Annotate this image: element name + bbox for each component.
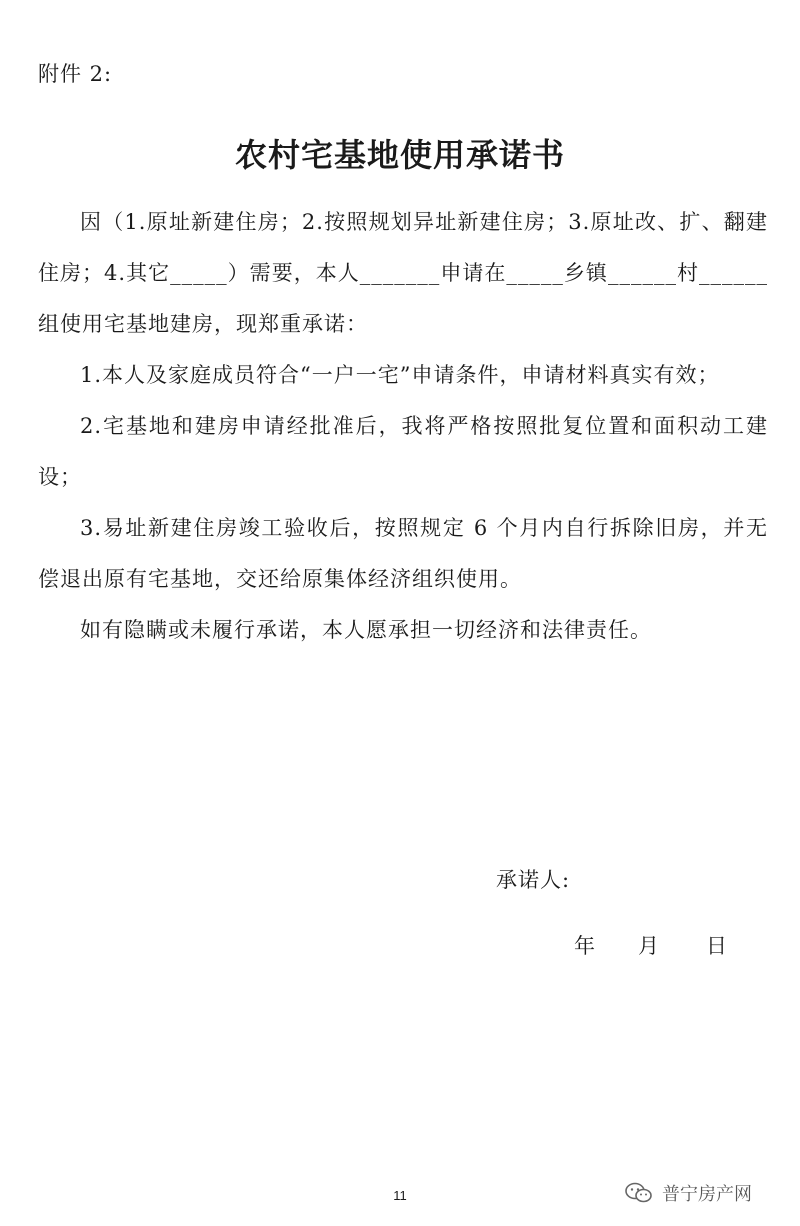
attachment-label: 附件 2:: [38, 62, 113, 86]
signer-label: 承诺人:: [496, 868, 571, 892]
date-month: 月: [638, 934, 659, 958]
paragraph-liability: 如有隐瞒或未履行承诺，本人愿承担一切经济和法律责任。: [80, 618, 652, 642]
watermark: [624, 1180, 752, 1206]
date-day: 日: [706, 934, 727, 958]
document-title: 农村宅基地使用承诺书: [234, 136, 565, 174]
document-body: [38, 197, 768, 656]
paragraph-commitment-1: 1.本人及家庭成员符合“一户一宅”申请条件，申请材料真实有效；: [80, 363, 720, 387]
page-number: 11: [393, 1188, 407, 1203]
paragraph-commitment-3: 3.易址新建住房竣工验收后，按照规定 6 个月内自行拆除旧房，并无偿退出原有宅基地，交还给原集体经济组织使用。: [38, 516, 768, 591]
watermark-text: 普宁房产网: [662, 1184, 752, 1205]
paragraph-commitment-2: 2.宅基地和建房申请经批准后，我将严格按照批复位置和面积动工建设；: [38, 414, 768, 489]
wechat-icon: [624, 1181, 654, 1205]
paragraph-intro: 因（1.原址新建住房；2.按照规划异址新建住房；3.原址改、扩、翻建住房；4.其它_____）需要，本人_______申请在_____乡镇______村______组使用宅基地建房，现郑重承诺：: [38, 210, 768, 336]
date-year: 年: [574, 934, 595, 958]
